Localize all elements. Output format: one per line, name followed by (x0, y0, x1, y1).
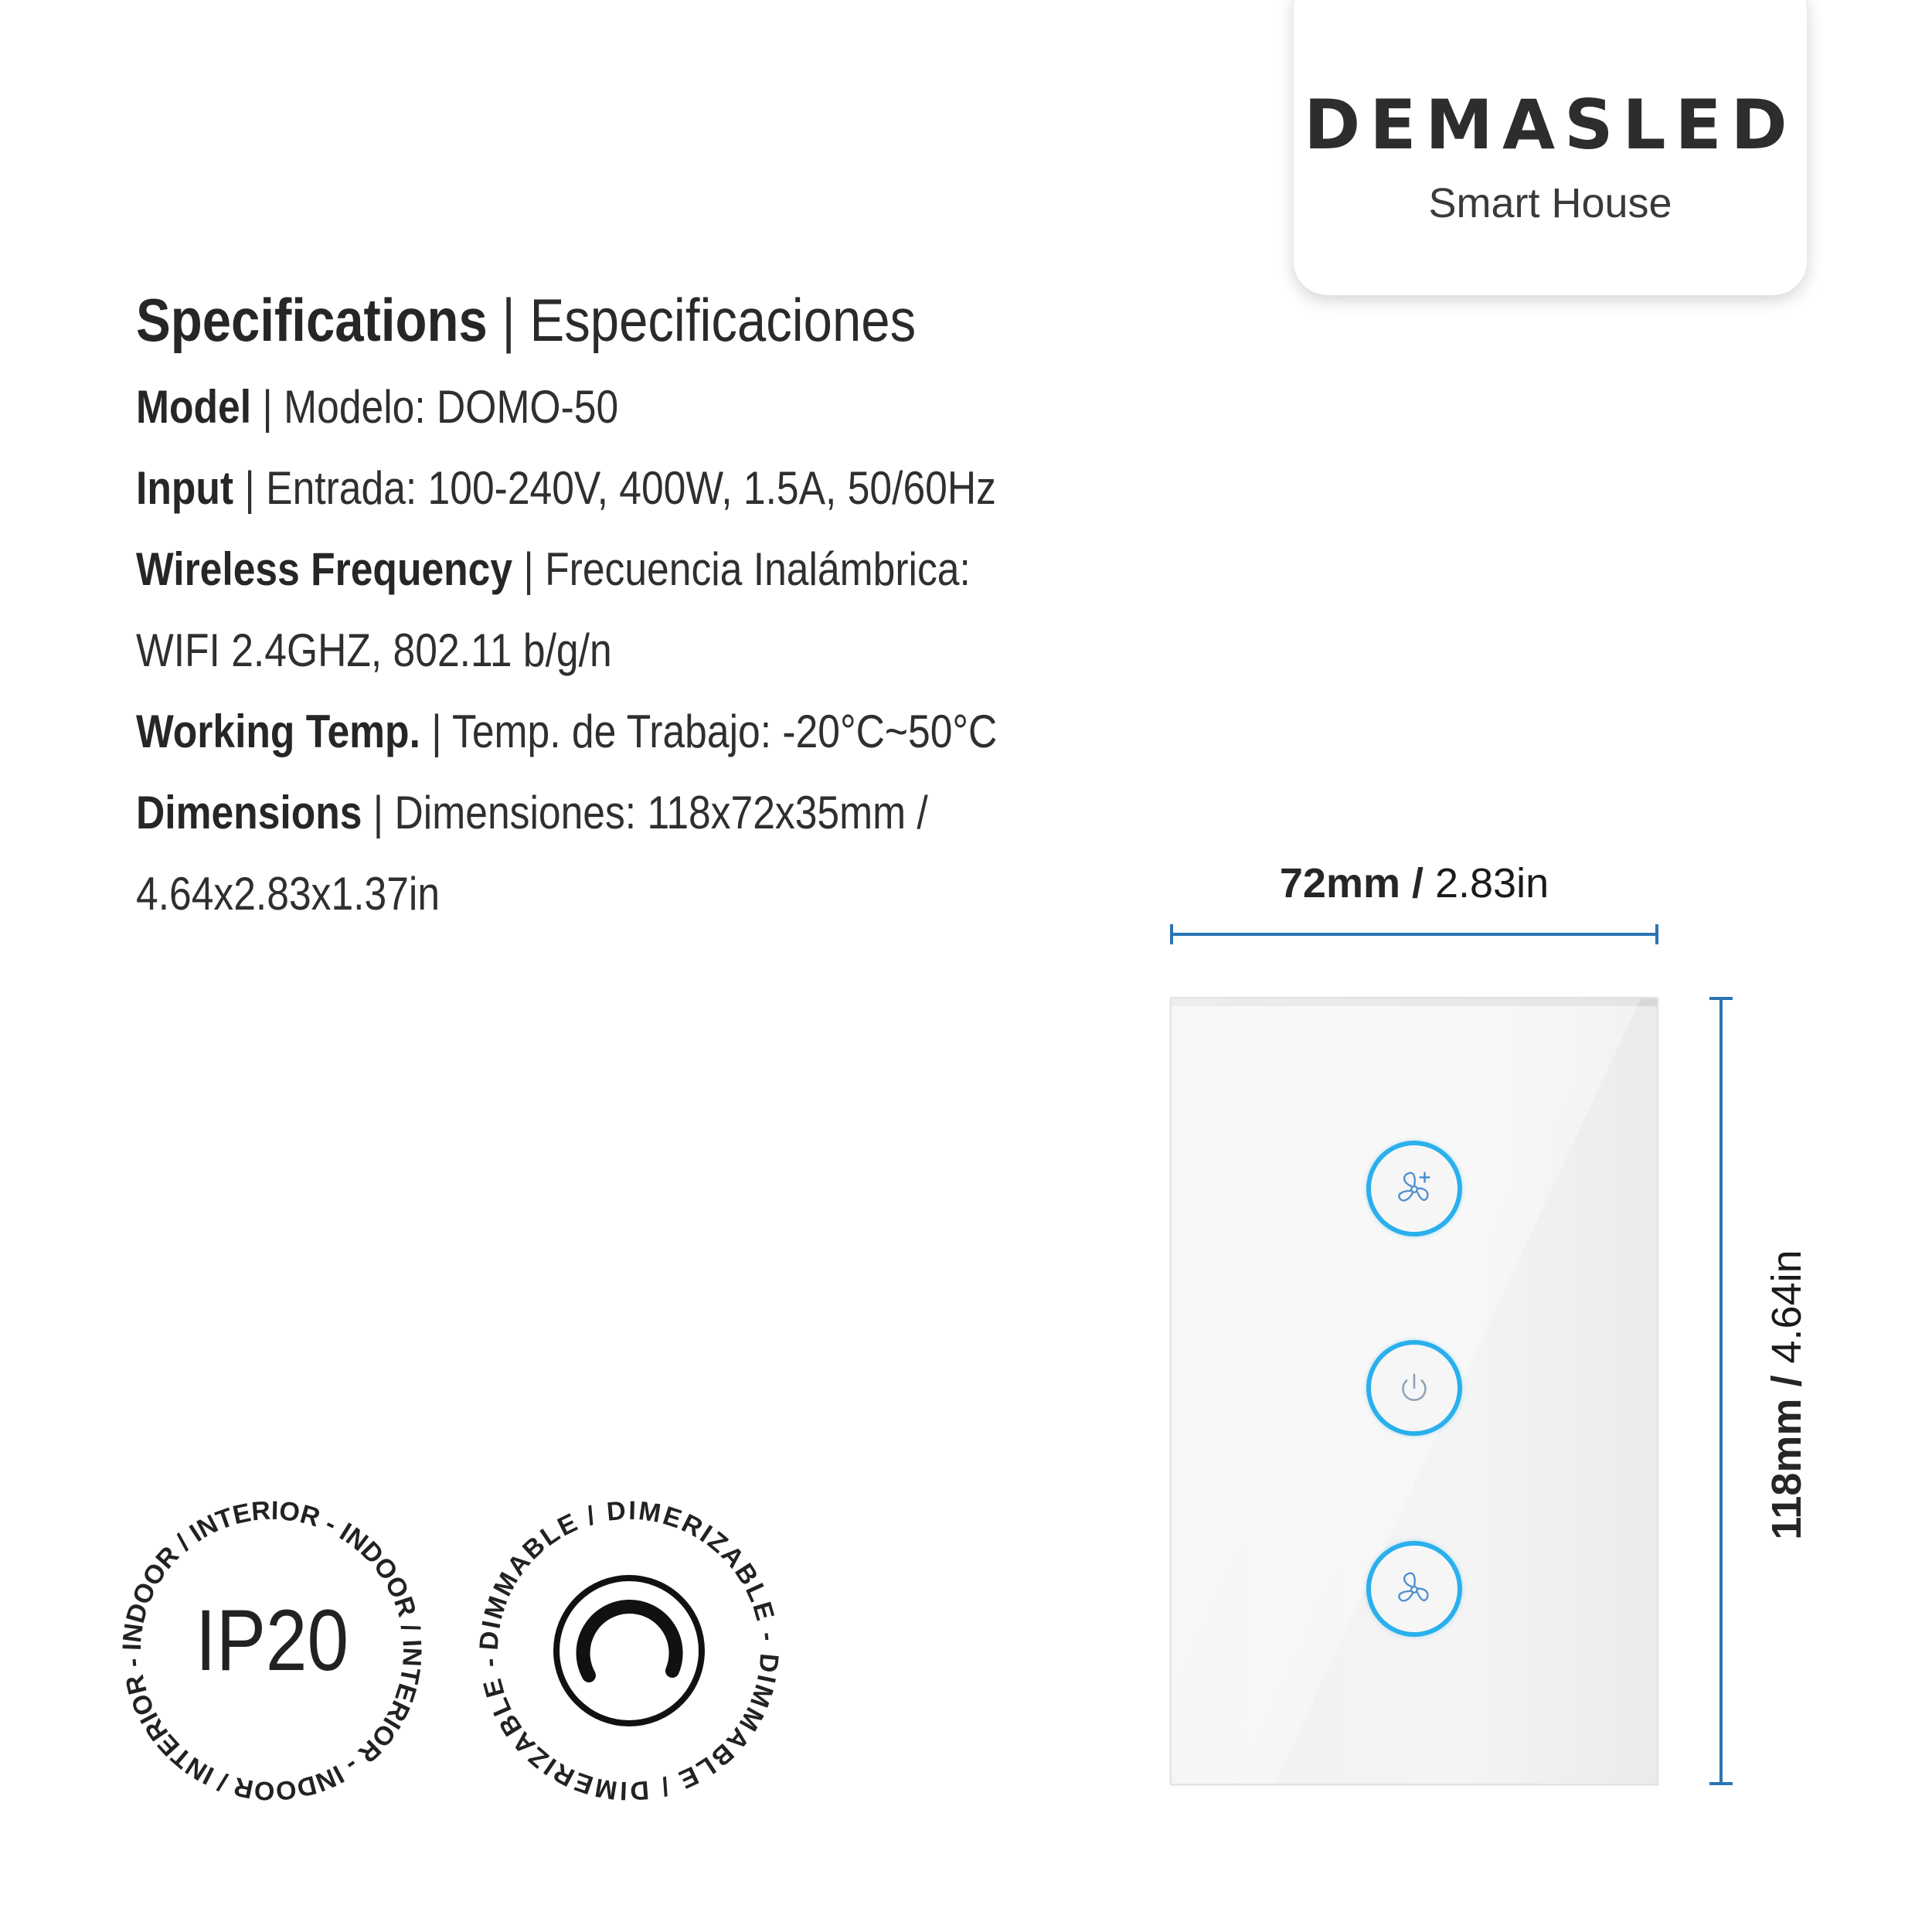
spec-line-wireless (136, 529, 1066, 610)
brand-name: DEMASLED (1304, 85, 1797, 165)
specifications-block (136, 284, 1218, 934)
height-in: 4.64in (1764, 1250, 1810, 1376)
spec-value: | Frecuencia Inalámbrica: (512, 543, 971, 595)
spec-label: Model (136, 381, 252, 433)
spec-label: Wireless Frequency (136, 543, 513, 595)
brand-subtitle: Smart House (1428, 180, 1672, 226)
fan-speed-button[interactable] (1366, 1541, 1462, 1637)
spec-line-dimensions-cont (136, 853, 1066, 934)
fan-speed-up-button[interactable] (1366, 1141, 1462, 1236)
touch-switch-panel (1170, 997, 1658, 1785)
ip-rating-text: IP20 (195, 1592, 349, 1689)
spec-label: Dimensions (136, 787, 362, 838)
width-mm: 72mm / (1279, 860, 1423, 906)
width-dimension-label (1172, 859, 1657, 907)
spec-line-temp (136, 691, 1066, 772)
spec-line-input (136, 447, 1066, 529)
spec-value: | Temp. de Trabajo: -20°C~50°C (420, 706, 998, 757)
width-dimension-line (1170, 924, 1658, 944)
spec-value: | Dimensiones: 118x72x35mm / (362, 787, 928, 838)
height-dimension-label (1760, 1086, 1814, 1704)
spec-line-dimensions (136, 772, 1066, 853)
spec-line-wireless-cont (136, 610, 1066, 691)
power-button[interactable] (1366, 1340, 1462, 1436)
specifications-title-bold: Specifications (136, 286, 488, 354)
spec-label: Working Temp. (136, 706, 420, 757)
height-mm: 118mm / (1764, 1375, 1810, 1540)
fan-icon (1392, 1566, 1437, 1611)
spec-value: | Entrada: 100-240V, 400W, 1.5A, 50/60Hz (233, 462, 996, 514)
fan-plus-icon (1392, 1166, 1437, 1211)
spec-value: WIFI 2.4GHZ, 802.11 b/g/n (136, 624, 612, 676)
spec-label: Input (136, 462, 234, 514)
specifications-title (136, 284, 1066, 355)
spec-line-model (136, 366, 1066, 447)
ip-ring-text: INDOOR / INTERIOR - INDOOR / INTERIOR - INDOOR / INTERIOR - (117, 1496, 427, 1805)
power-icon (1392, 1366, 1437, 1410)
width-in: 2.83in (1423, 860, 1549, 906)
dimmer-dial-icon (556, 1578, 702, 1723)
brand-card (1294, 0, 1807, 295)
spec-value: 4.64x2.83x1.37in (136, 868, 440, 920)
specifications-title-rest: | Especificaciones (487, 286, 917, 354)
height-dimension-line (1709, 997, 1733, 1785)
dimmable-badge (474, 1496, 784, 1805)
ip20-indoor-badge (117, 1496, 427, 1805)
spec-value: | Modelo: DOMO-50 (251, 381, 619, 433)
dimmable-ring-text: DIMMABLE / DIMERIZABLE - DIMMABLE / DIMERIZABLE - (474, 1496, 784, 1805)
